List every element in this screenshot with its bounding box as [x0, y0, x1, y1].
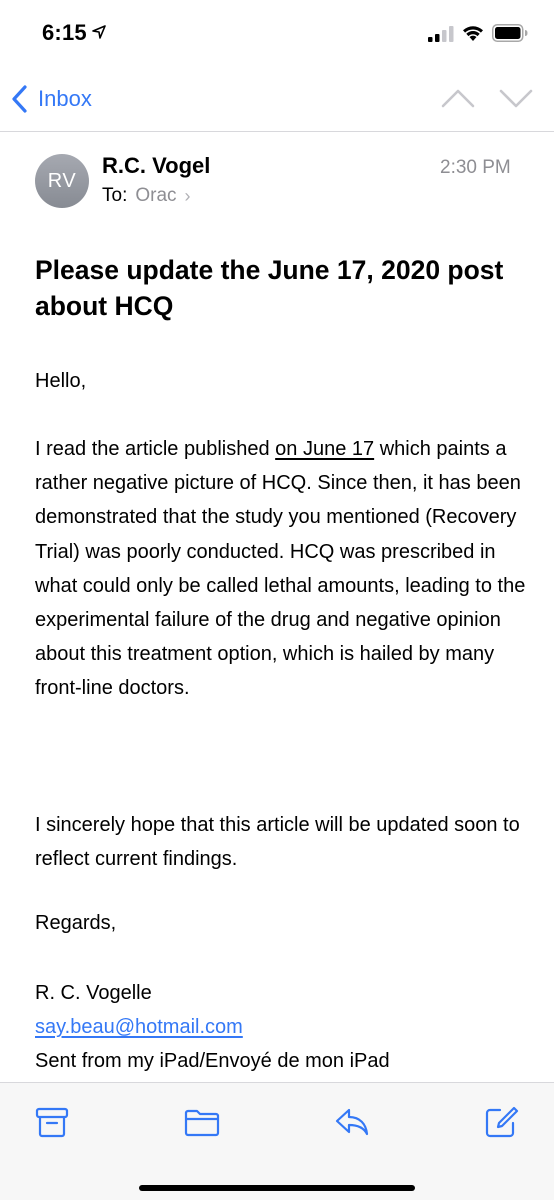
status-time: 6:15 [42, 20, 87, 45]
date-link[interactable]: on June 17 [275, 438, 375, 460]
sender-avatar[interactable]: RV [35, 154, 89, 208]
para1-text-start: I read the article published [35, 438, 276, 460]
recipient-name: Orac [135, 185, 177, 206]
signature-name: R. C. Vogelle [35, 982, 152, 1004]
nav-bar [0, 66, 554, 132]
status-bar [0, 0, 554, 66]
previous-message-icon[interactable] [440, 84, 476, 112]
compose-icon[interactable] [484, 1105, 520, 1139]
to-label: To: [102, 185, 128, 206]
home-indicator[interactable] [139, 1185, 415, 1191]
cellular-signal-icon [428, 26, 454, 42]
body-paragraph-2: I sincerely hope that this article will be updated soon to reflect current findings. [35, 814, 520, 871]
bottom-toolbar [0, 1082, 554, 1200]
recipient-row[interactable] [102, 185, 191, 207]
reply-icon[interactable] [334, 1105, 370, 1139]
back-to-inbox-button[interactable] [10, 82, 92, 116]
signature-email-link[interactable]: say.beau@hotmail.com [35, 1016, 243, 1039]
para1-text-end: which paints a rather negative picture of HCQ. Since then, it has been demonstrated that the study you mentioned (Recovery Trial) was poorly conducted. HCQ was prescribed in what could only be called lethal amounts, leading to the experimental failure of the drug and negative opinion about this treatment option, which is hailed by many front-line doctors. [35, 438, 526, 700]
message-subject: Please update the June 17, 2020 post about HCQ [35, 255, 504, 321]
battery-icon [492, 24, 528, 42]
message-time: 2:30 PM [440, 157, 511, 178]
chevron-right-icon: › [184, 185, 191, 206]
greeting: Hello, [35, 370, 87, 392]
next-message-icon[interactable] [498, 84, 534, 112]
closing: Regards, [35, 912, 117, 934]
archive-icon[interactable] [34, 1105, 70, 1139]
location-arrow-icon [92, 25, 106, 39]
folder-icon[interactable] [184, 1105, 220, 1139]
back-label: Inbox [38, 86, 92, 111]
signature-footer: Sent from my iPad/Envoyé de mon iPad [35, 1050, 390, 1073]
wifi-icon [461, 24, 485, 42]
sender-name[interactable]: R.C. Vogel [102, 153, 211, 178]
body-paragraph-1 [35, 432, 535, 706]
chevron-left-icon [10, 84, 30, 114]
signature [35, 976, 535, 1079]
